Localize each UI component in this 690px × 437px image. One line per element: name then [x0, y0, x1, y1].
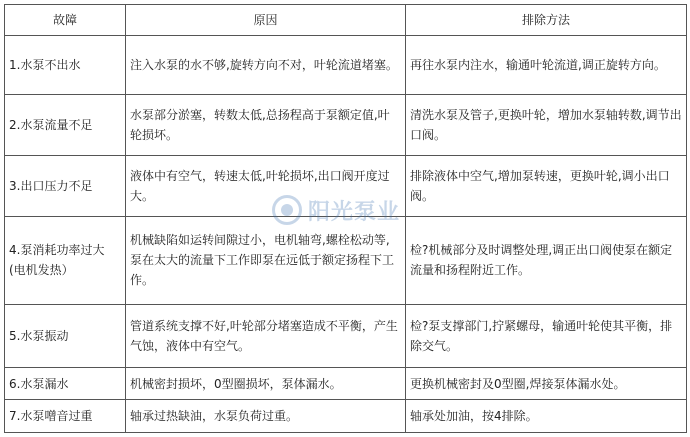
table-row	[5, 368, 687, 400]
cause-cell: 机械密封损坏，0型圈损坏，泵体漏水。	[126, 368, 406, 400]
remedy-cell: 再往水泵内注水，输通叶轮流道,调正旋转方向。	[406, 36, 687, 95]
header-remedy: 排除方法	[406, 5, 687, 36]
cause-cell: 机械缺陷如运转间隙过小，电机轴弯,螺栓松动等,泵在太大的流量下工作即泵在远低于额定扬程下工作。	[126, 216, 406, 305]
remedy-cell: 检?泵支撑部门,拧紧螺母，输通叶轮使其平衡，排除交气。	[406, 305, 687, 368]
table-row	[5, 305, 687, 368]
header-cause: 原因	[126, 5, 406, 36]
cause-cell: 水泵部分淤塞，转数太低,总扬程高于泵额定值,叶轮损坏。	[126, 95, 406, 156]
header-fault: 故障	[5, 5, 126, 36]
fault-table	[4, 4, 687, 433]
table-row	[5, 156, 687, 217]
cause-cell: 注入水泵的水不够,旋转方向不对，叶轮流道堵塞。	[126, 36, 406, 95]
table-header-row	[5, 5, 687, 36]
table-row	[5, 95, 687, 156]
fault-cell: 2.水泵流量不足	[5, 95, 126, 156]
remedy-cell: 检?机械部分及时调整处理,调正出口阀使泵在额定流量和扬程附近工作。	[406, 216, 687, 305]
fault-cell: 4.泵消耗功率过大(电机发热）	[5, 216, 126, 305]
remedy-cell: 更换机械密封及0型圈,焊接泵体漏水处。	[406, 368, 687, 400]
table-row	[5, 216, 687, 305]
watermark-text: 阳光泵业	[308, 199, 401, 225]
fault-cell: 1.水泵不出水	[5, 36, 126, 95]
table-row	[5, 400, 687, 433]
remedy-cell: 清洗水泵及管子,更换叶轮，增加水泵轴转数,调节出口阀。	[406, 95, 687, 156]
fault-cell: 7.水泵噌音过重	[5, 400, 126, 433]
remedy-cell: 轴承处加油，按4排除。	[406, 400, 687, 433]
remedy-cell: 排除液体中空气,增加泵转速，更换叶轮,调小出口阀。	[406, 156, 687, 217]
cause-cell: 管道系统支撑不好,叶轮部分堵塞造成不平衡，产生气蚀，液体中有空气。	[126, 305, 406, 368]
cause-cell: 轴承过热缺油，水泵负荷过重。	[126, 400, 406, 433]
cause-cell: 液体中有空气，转速太低,叶轮损坏,出口阀开度过大。	[126, 156, 406, 217]
fault-cell: 6.水泵漏水	[5, 368, 126, 400]
fault-cell: 3.出口压力不足	[5, 156, 126, 217]
table-row	[5, 36, 687, 95]
fault-cell: 5.水泵振动	[5, 305, 126, 368]
